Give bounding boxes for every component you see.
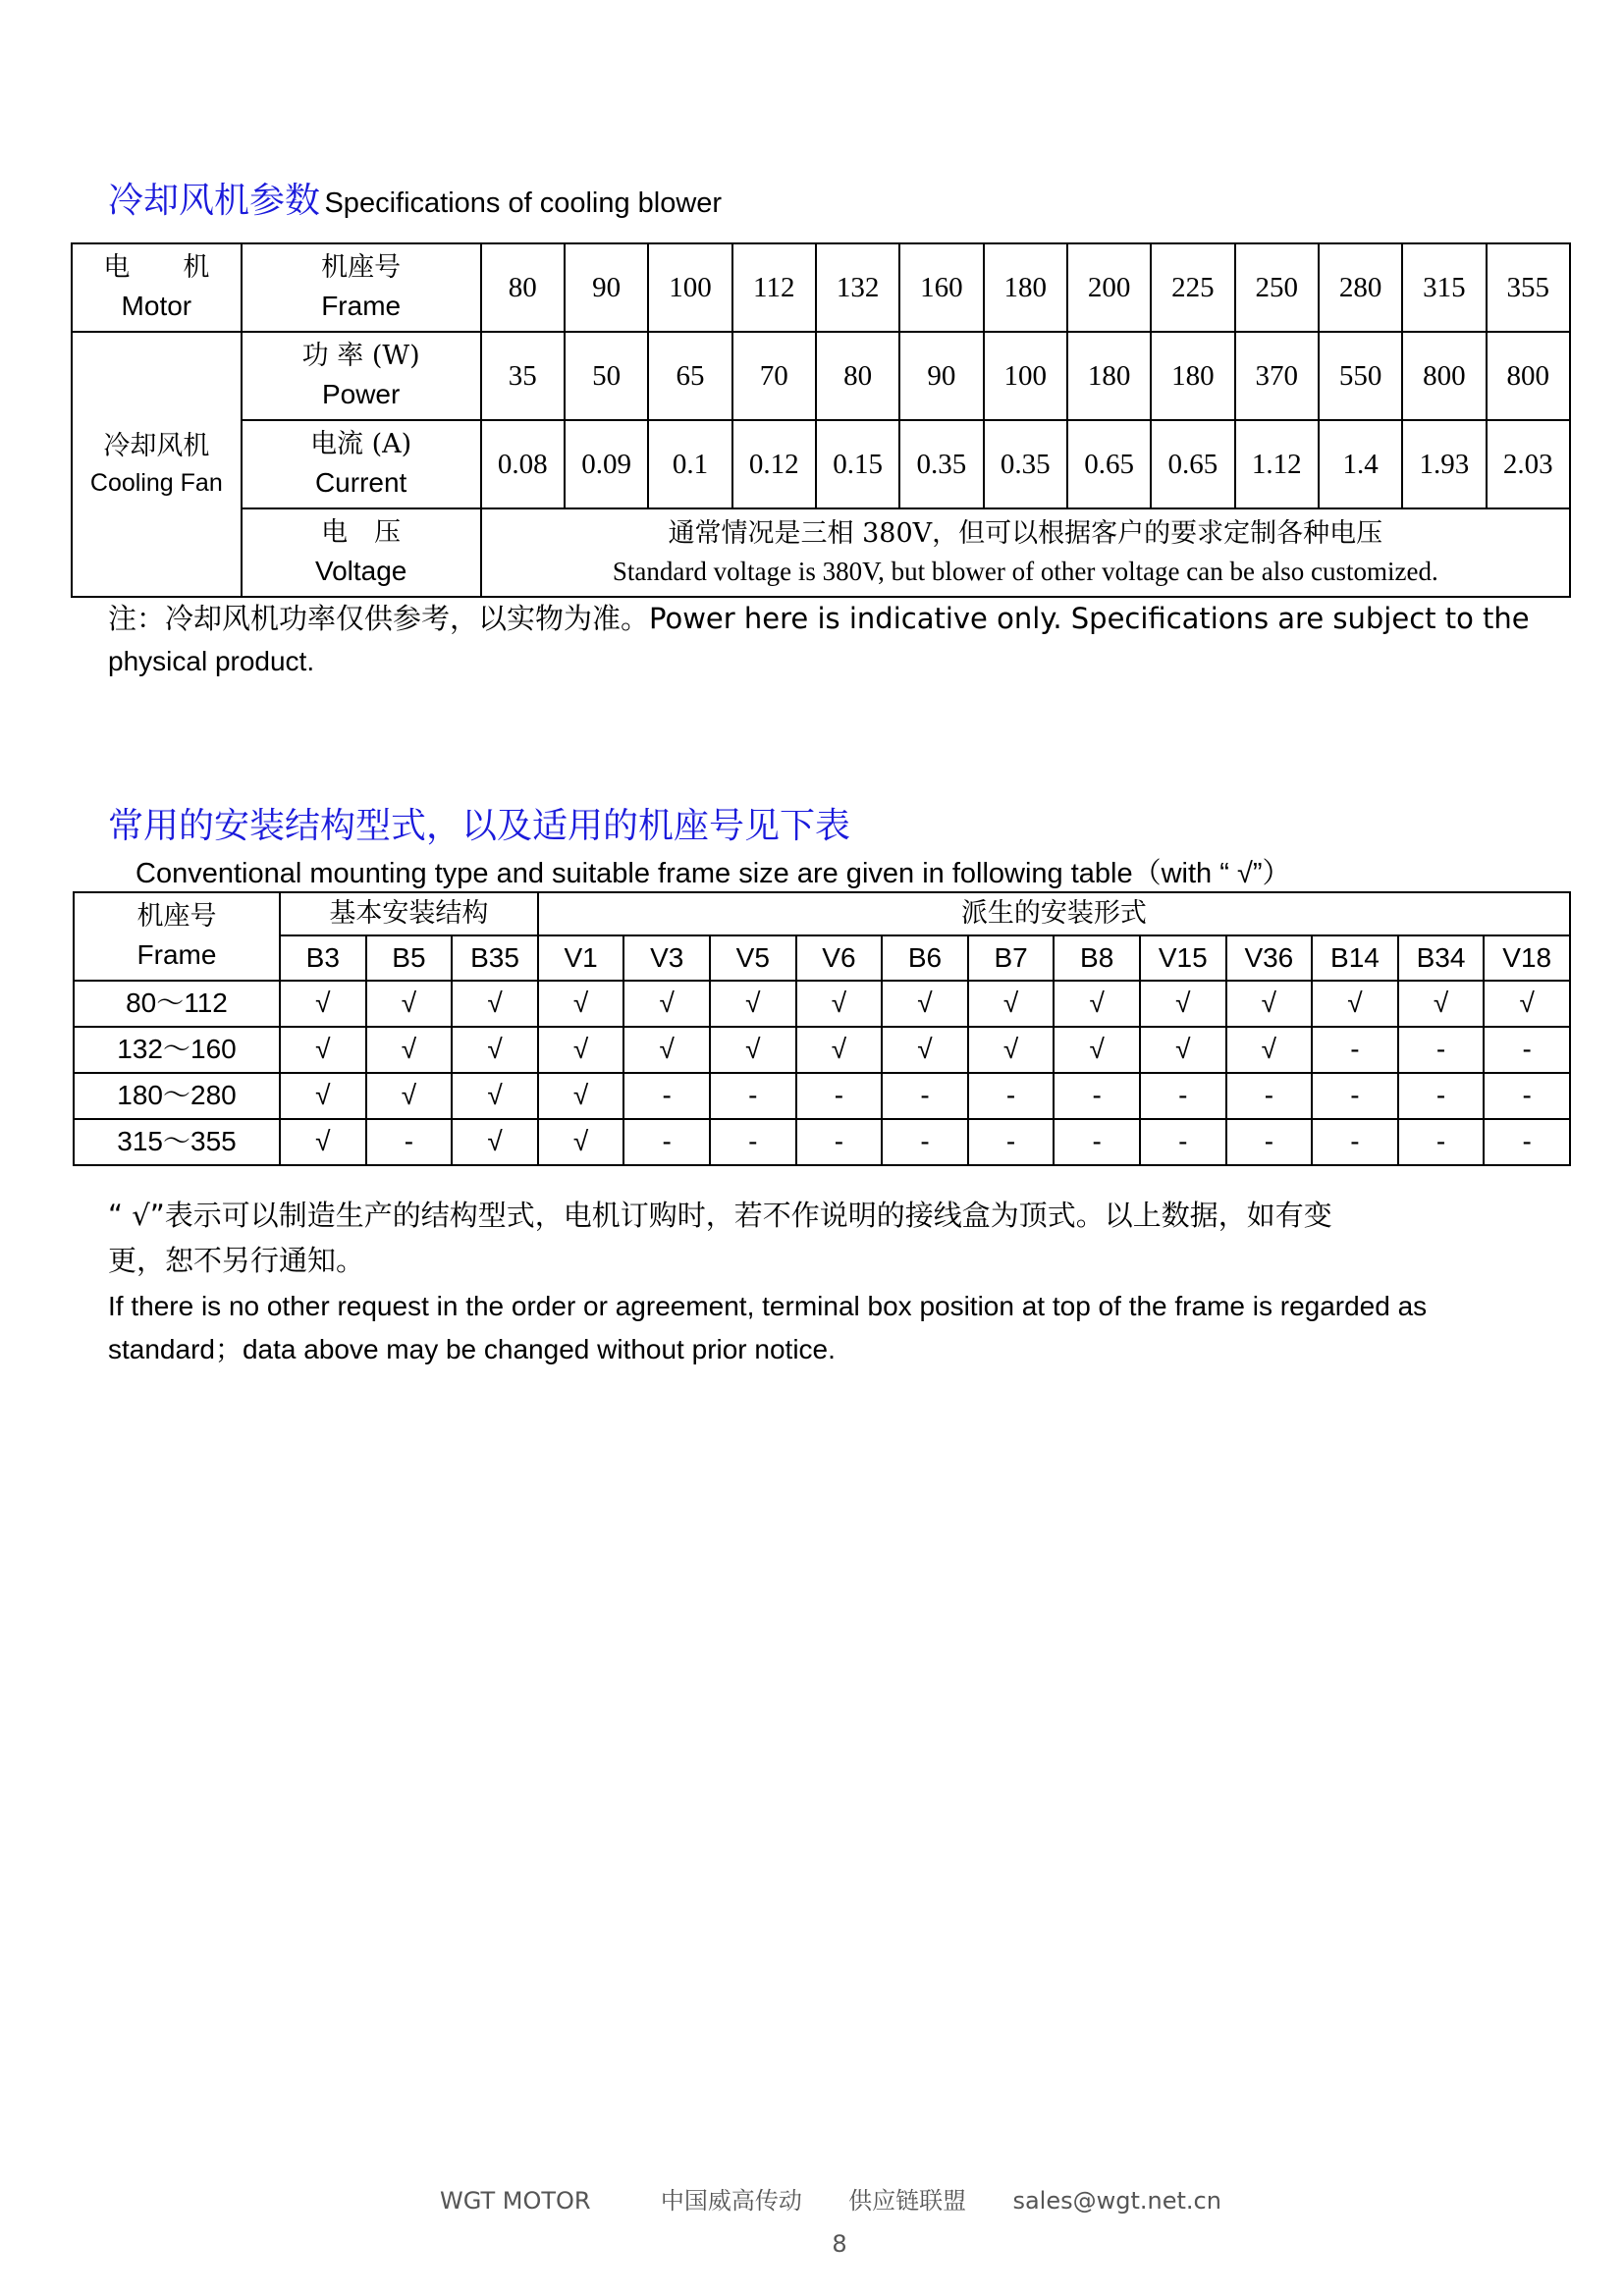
current-value-cell: 0.65 bbox=[1067, 420, 1151, 508]
mounting-frame-header-cell bbox=[74, 892, 280, 981]
check-mark-cell: √ bbox=[538, 981, 624, 1027]
check-mark-cell: √ bbox=[968, 981, 1055, 1027]
frame-header-cell bbox=[242, 243, 481, 332]
mounting-column-header: B3 bbox=[280, 935, 366, 981]
current-label-cn: 电流 (A) bbox=[310, 429, 412, 460]
check-mark-cell: √ bbox=[1226, 981, 1313, 1027]
current-value-cell: 0.09 bbox=[565, 420, 648, 508]
current-value-cell: 0.08 bbox=[481, 420, 565, 508]
check-mark-cell: √ bbox=[1140, 981, 1226, 1027]
mounting-column-header: V1 bbox=[538, 935, 624, 981]
frame-size-cell: 315 bbox=[1402, 243, 1486, 332]
mounting-row bbox=[74, 1119, 1570, 1165]
dash-cell: - bbox=[796, 1119, 883, 1165]
check-mark-cell: √ bbox=[538, 1119, 624, 1165]
blower-note bbox=[108, 597, 1542, 683]
current-value-cell: 0.65 bbox=[1151, 420, 1234, 508]
dash-cell: - bbox=[882, 1119, 968, 1165]
mounting-title-en: Conventional mounting type and suitable frame size are given in following table（with “ √”） bbox=[135, 858, 1291, 889]
mounting-column-header: B35 bbox=[452, 935, 538, 981]
power-label-cell bbox=[242, 332, 481, 420]
power-value-cell: 800 bbox=[1402, 332, 1486, 420]
frame-label-cn: 机座号 bbox=[321, 252, 402, 284]
power-value-cell: 800 bbox=[1487, 332, 1570, 420]
mounting-column-header: B6 bbox=[882, 935, 968, 981]
mounting-column-header: B14 bbox=[1312, 935, 1398, 981]
dash-cell: - bbox=[1484, 1027, 1570, 1073]
check-mark-cell: √ bbox=[710, 1027, 796, 1073]
current-value-cell: 1.12 bbox=[1235, 420, 1319, 508]
power-value-cell: 370 bbox=[1235, 332, 1319, 420]
check-mark-cell: √ bbox=[1398, 981, 1485, 1027]
basic-mounting-header: 基本安装结构 bbox=[280, 892, 538, 935]
voltage-text-en: Standard voltage is 380V, but blower of other voltage can be also customized. bbox=[612, 557, 1438, 586]
check-mark-cell: √ bbox=[1054, 981, 1140, 1027]
mounting-row-frame: 132～160 bbox=[74, 1027, 280, 1073]
mounting-column-header: V3 bbox=[623, 935, 710, 981]
dash-cell: - bbox=[796, 1073, 883, 1119]
power-value-cell: 80 bbox=[816, 332, 899, 420]
voltage-text-cn: 通常情况是三相 380V，但可以根据客户的要求定制各种电压 bbox=[668, 517, 1383, 549]
frame-size-cell: 160 bbox=[899, 243, 983, 332]
check-mark-cell: √ bbox=[280, 1027, 366, 1073]
mounting-row-frame: 80～112 bbox=[74, 981, 280, 1027]
motor-label-cn: 电 机 bbox=[103, 252, 210, 284]
mounting-column-header: V5 bbox=[710, 935, 796, 981]
power-label-cn: 功 率 (W) bbox=[301, 341, 420, 372]
check-mark-cell: √ bbox=[623, 1027, 710, 1073]
check-mark-cell: √ bbox=[1312, 981, 1398, 1027]
derived-mounting-header: 派生的安装形式 bbox=[538, 892, 1570, 935]
check-mark-cell: √ bbox=[366, 1073, 453, 1119]
dash-cell: - bbox=[1226, 1073, 1313, 1119]
mounting-row bbox=[74, 1027, 1570, 1073]
frame-size-cell: 225 bbox=[1151, 243, 1234, 332]
frame-size-cell: 200 bbox=[1067, 243, 1151, 332]
dash-cell: - bbox=[1398, 1027, 1485, 1073]
power-value-cell: 100 bbox=[984, 332, 1067, 420]
dash-cell: - bbox=[968, 1073, 1055, 1119]
power-value-cell: 550 bbox=[1319, 332, 1402, 420]
frame-size-cell: 80 bbox=[481, 243, 565, 332]
power-value-cell: 90 bbox=[899, 332, 983, 420]
check-mark-cell: √ bbox=[452, 1119, 538, 1165]
dash-cell: - bbox=[1484, 1073, 1570, 1119]
dash-cell: - bbox=[1312, 1119, 1398, 1165]
mounting-row-frame: 180～280 bbox=[74, 1073, 280, 1119]
frame-size-cell: 280 bbox=[1319, 243, 1402, 332]
page-number: 8 bbox=[832, 2230, 847, 2258]
check-mark-cell: √ bbox=[538, 1073, 624, 1119]
footer-company: 中国威高传动 bbox=[660, 2187, 802, 2215]
check-mark-cell: √ bbox=[968, 1027, 1055, 1073]
dash-cell: - bbox=[1398, 1119, 1485, 1165]
mounting-row bbox=[74, 981, 1570, 1027]
mounting-row-frame: 315～355 bbox=[74, 1119, 280, 1165]
cooling-fan-label-cn: 冷却风机 bbox=[103, 431, 210, 462]
motor-header-cell bbox=[72, 243, 242, 332]
check-mark-cell: √ bbox=[710, 981, 796, 1027]
check-mark-cell: √ bbox=[1054, 1027, 1140, 1073]
dash-cell: - bbox=[1054, 1073, 1140, 1119]
voltage-text-cell bbox=[481, 508, 1570, 597]
voltage-row bbox=[72, 508, 1570, 597]
power-value-cell: 65 bbox=[648, 332, 731, 420]
check-mark-cell: √ bbox=[366, 981, 453, 1027]
current-value-cell: 1.4 bbox=[1319, 420, 1402, 508]
dash-cell: - bbox=[1312, 1073, 1398, 1119]
footer-alliance: 供应链联盟 bbox=[848, 2187, 967, 2215]
power-value-cell: 70 bbox=[732, 332, 816, 420]
footer-brand: WGT MOTOR bbox=[440, 2187, 591, 2215]
voltage-label-cn: 电 压 bbox=[321, 517, 402, 549]
frame-size-cell: 90 bbox=[565, 243, 648, 332]
dash-cell: - bbox=[1398, 1073, 1485, 1119]
dash-cell: - bbox=[968, 1119, 1055, 1165]
footer-line bbox=[440, 2181, 1221, 2216]
power-label-en: Power bbox=[321, 379, 401, 410]
mounting-column-header: B7 bbox=[968, 935, 1055, 981]
current-value-cell: 1.93 bbox=[1402, 420, 1486, 508]
frame-size-cell: 250 bbox=[1235, 243, 1319, 332]
frame-label-en: Frame bbox=[321, 291, 402, 322]
mounting-column-header: V18 bbox=[1484, 935, 1570, 981]
check-mark-cell: √ bbox=[882, 1027, 968, 1073]
mounting-frame-label-en: Frame bbox=[136, 939, 217, 971]
frame-size-cell: 355 bbox=[1487, 243, 1570, 332]
mounting-frame-label-cn: 机座号 bbox=[136, 901, 217, 933]
check-mark-cell: √ bbox=[280, 1119, 366, 1165]
mounting-column-header: B34 bbox=[1398, 935, 1485, 981]
check-mark-cell: √ bbox=[1140, 1027, 1226, 1073]
blower-title-cn: 冷却风机参数 bbox=[108, 181, 321, 221]
mounting-row bbox=[74, 1073, 1570, 1119]
check-mark-cell: √ bbox=[538, 1027, 624, 1073]
power-row bbox=[72, 332, 1570, 420]
dash-cell: - bbox=[710, 1119, 796, 1165]
blower-header-row bbox=[72, 243, 1570, 332]
power-value-cell: 180 bbox=[1151, 332, 1234, 420]
frame-size-cell: 112 bbox=[732, 243, 816, 332]
mounting-column-header-row bbox=[74, 935, 1570, 981]
blower-note-line2: physical product. bbox=[108, 646, 315, 676]
mounting-table bbox=[73, 891, 1571, 1166]
current-value-cell: 0.35 bbox=[984, 420, 1067, 508]
power-value-cell: 180 bbox=[1067, 332, 1151, 420]
blower-heading bbox=[108, 173, 722, 223]
current-row bbox=[72, 420, 1570, 508]
dash-cell: - bbox=[882, 1073, 968, 1119]
mounting-note-cn bbox=[108, 1193, 1542, 1283]
frame-size-cell: 132 bbox=[816, 243, 899, 332]
current-value-cell: 2.03 bbox=[1487, 420, 1570, 508]
dash-cell: - bbox=[1226, 1119, 1313, 1165]
dash-cell: - bbox=[1140, 1119, 1226, 1165]
check-mark-cell: √ bbox=[882, 981, 968, 1027]
dash-cell: - bbox=[366, 1119, 453, 1165]
dash-cell: - bbox=[623, 1073, 710, 1119]
check-mark-cell: √ bbox=[796, 1027, 883, 1073]
check-mark-cell: √ bbox=[280, 1073, 366, 1119]
mounting-column-header: V6 bbox=[796, 935, 883, 981]
mounting-column-header: B5 bbox=[366, 935, 453, 981]
mounting-note-en-line1: If there is no other request in the order or agreement, terminal box position at top of the frame is regarded as bbox=[108, 1291, 1428, 1321]
cooling-fan-group-cell bbox=[72, 332, 242, 597]
check-mark-cell: √ bbox=[796, 981, 883, 1027]
mounting-column-header: V36 bbox=[1226, 935, 1313, 981]
current-value-cell: 0.15 bbox=[816, 420, 899, 508]
power-value-cell: 50 bbox=[565, 332, 648, 420]
current-value-cell: 0.35 bbox=[899, 420, 983, 508]
current-value-cell: 0.12 bbox=[732, 420, 816, 508]
cooling-fan-label-en: Cooling Fan bbox=[89, 469, 223, 498]
current-value-cell: 0.1 bbox=[648, 420, 731, 508]
dash-cell: - bbox=[1140, 1073, 1226, 1119]
check-mark-cell: √ bbox=[1484, 981, 1570, 1027]
motor-label-en: Motor bbox=[121, 291, 192, 322]
mounting-note-en-line2: standard；data above may be changed without prior notice. bbox=[108, 1334, 836, 1364]
check-mark-cell: √ bbox=[452, 1073, 538, 1119]
current-label-cell bbox=[242, 420, 481, 508]
voltage-label-cell bbox=[242, 508, 481, 597]
power-value-cell: 35 bbox=[481, 332, 565, 420]
mounting-note-cn-line1: “ √”表示可以制造生产的结构型式，电机订购时，若不作说明的接线盒为顶式。以上数据，如有变 bbox=[108, 1199, 1332, 1232]
mounting-title-cn: 常用的安装结构型式，以及适用的机座号见下表 bbox=[108, 806, 851, 846]
dash-cell: - bbox=[623, 1119, 710, 1165]
blower-note-line1: 注：冷却风机功率仅供参考，以实物为准。Power here is indicative only. Specifications are subject to the bbox=[108, 602, 1530, 635]
dash-cell: - bbox=[1484, 1119, 1570, 1165]
check-mark-cell: √ bbox=[623, 981, 710, 1027]
mounting-group-header-row bbox=[74, 892, 1570, 935]
mounting-note-en bbox=[108, 1285, 1542, 1371]
dash-cell: - bbox=[1054, 1119, 1140, 1165]
blower-spec-table bbox=[71, 242, 1571, 598]
blower-title-en: Specifications of cooling blower bbox=[324, 187, 723, 219]
check-mark-cell: √ bbox=[452, 1027, 538, 1073]
check-mark-cell: √ bbox=[1226, 1027, 1313, 1073]
dash-cell: - bbox=[1312, 1027, 1398, 1073]
frame-size-cell: 180 bbox=[984, 243, 1067, 332]
frame-size-cell: 100 bbox=[648, 243, 731, 332]
mounting-column-header: B8 bbox=[1054, 935, 1140, 981]
mounting-column-header: V15 bbox=[1140, 935, 1226, 981]
voltage-label-en: Voltage bbox=[314, 556, 407, 587]
footer-email: sales@wgt.net.cn bbox=[1012, 2187, 1221, 2215]
mounting-note-cn-line2: 更，恕不另行通知。 bbox=[108, 1244, 365, 1277]
current-label-en: Current bbox=[314, 467, 407, 499]
check-mark-cell: √ bbox=[452, 981, 538, 1027]
check-mark-cell: √ bbox=[280, 981, 366, 1027]
check-mark-cell: √ bbox=[366, 1027, 453, 1073]
dash-cell: - bbox=[710, 1073, 796, 1119]
